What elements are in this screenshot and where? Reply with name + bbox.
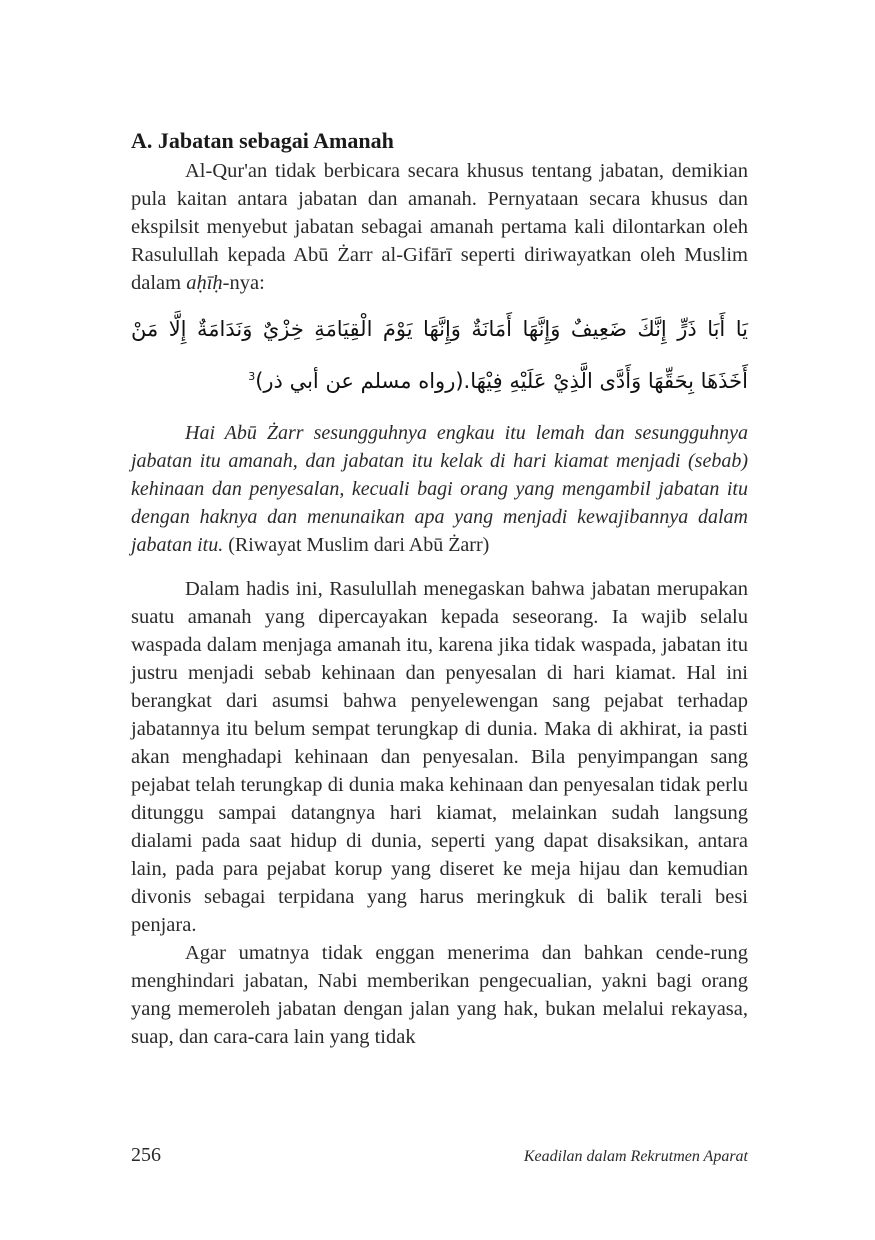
intro-book-title: aḥīḥ: [186, 272, 223, 294]
translation-text: Hai Abū Żarr sesungguhnya engkau itu lemah dan sesungguhnya jabatan itu amanah, dan jabatan itu kelak di hari kiamat menjadi (sebab) kehinaan dan penyesalan, kecuali bagi orang yang mengambil jabatan itu dengan haknya dan menunaikan apa yang menjadi kewajibannya dalam jabatan itu.: [131, 422, 748, 556]
hadith-arabic: [131, 305, 748, 405]
section-heading: A. Jabatan sebagai Amanah: [131, 128, 394, 153]
intro-paragraph: [131, 157, 748, 297]
translation-source: (Riwayat Muslim dari Abū Żarr): [223, 534, 490, 556]
page-content: [131, 127, 748, 1051]
intro-text: Al-Qur'an tidak berbicara secara khusus tentang jabatan, demikian pula kaitan antara jabatan dan amanah. Pernyataan secara khusus dan ekspilsit menyebut jabatan sebagai amanah pertama kali dilontarkan oleh Rasulullah kepada Abū Żarr al-Gifārī seperti diriwayatkan oleh Muslim dalam: [131, 160, 748, 294]
footnote-ref: 3: [248, 370, 256, 383]
hadith-source: (رواه مسلم عن أبي ذر): [255, 369, 464, 393]
paragraph-explanation: Dalam hadis ini, Rasulullah menegaskan bahwa jabatan merupakan suatu amanah yang dipercayakan kepada seseorang. Ia wajib selalu waspada dalam menjaga amanah itu, karena jika tidak waspada, jabatan itu justru menjadi sebab kehinaan dan penyesalan di hari kiamat. Hal ini berangkat dari asumsi bahwa penyelewengan sang pejabat terhadap jabatannya itu belum sempat terungkap di dunia. Maka di akhirat, ia pasti akan menghadapi kehinaan dan penyesalan. Bila penyimpangan sang pejabat telah terungkap di dunia maka kehinaan dan penyesalan tidak perlu ditunggu sampai datangnya hari kiamat, melainkan sudah langsung dialami pada saat hidup di dunia, seperti yang dapat disaksikan, antara lain, pada para pejabat korup yang diseret ke meja hijau dan kemudian divonis sebagai terpidana yang harus meringkuk di balik terali besi penjara.: [131, 578, 748, 936]
running-title: Keadilan dalam Rekrutmen Aparat: [523, 1148, 748, 1165]
hadith-translation: [131, 419, 748, 559]
paragraph-exception: Agar umatnya tidak enggan menerima dan bahkan cende-rung menghindari jabatan, Nabi memberikan pengecualian, yakni bagi orang yang memeroleh jabatan dengan jalan yang hak, bukan melalui rekayasa, suap, dan cara-cara lain yang tidak: [131, 942, 748, 1048]
page-number: 256: [131, 1144, 161, 1166]
page-footer: [131, 1144, 748, 1167]
hadith-arabic-text: يَا أَبَا ذَرٍّ إِنَّكَ ضَعِيفٌ وَإِنَّهَا أَمَانَةٌ وَإِنَّهَا يَوْمَ الْقِيَامَةِ خِزْيٌ وَنَدَامَةٌ إِلَّا مَنْ أَخَذَهَا بِحَقِّهَا وَأَدَّى الَّذِيْ عَلَيْهِ فِيْهَا.: [131, 317, 748, 393]
intro-end: -nya:: [222, 272, 265, 294]
